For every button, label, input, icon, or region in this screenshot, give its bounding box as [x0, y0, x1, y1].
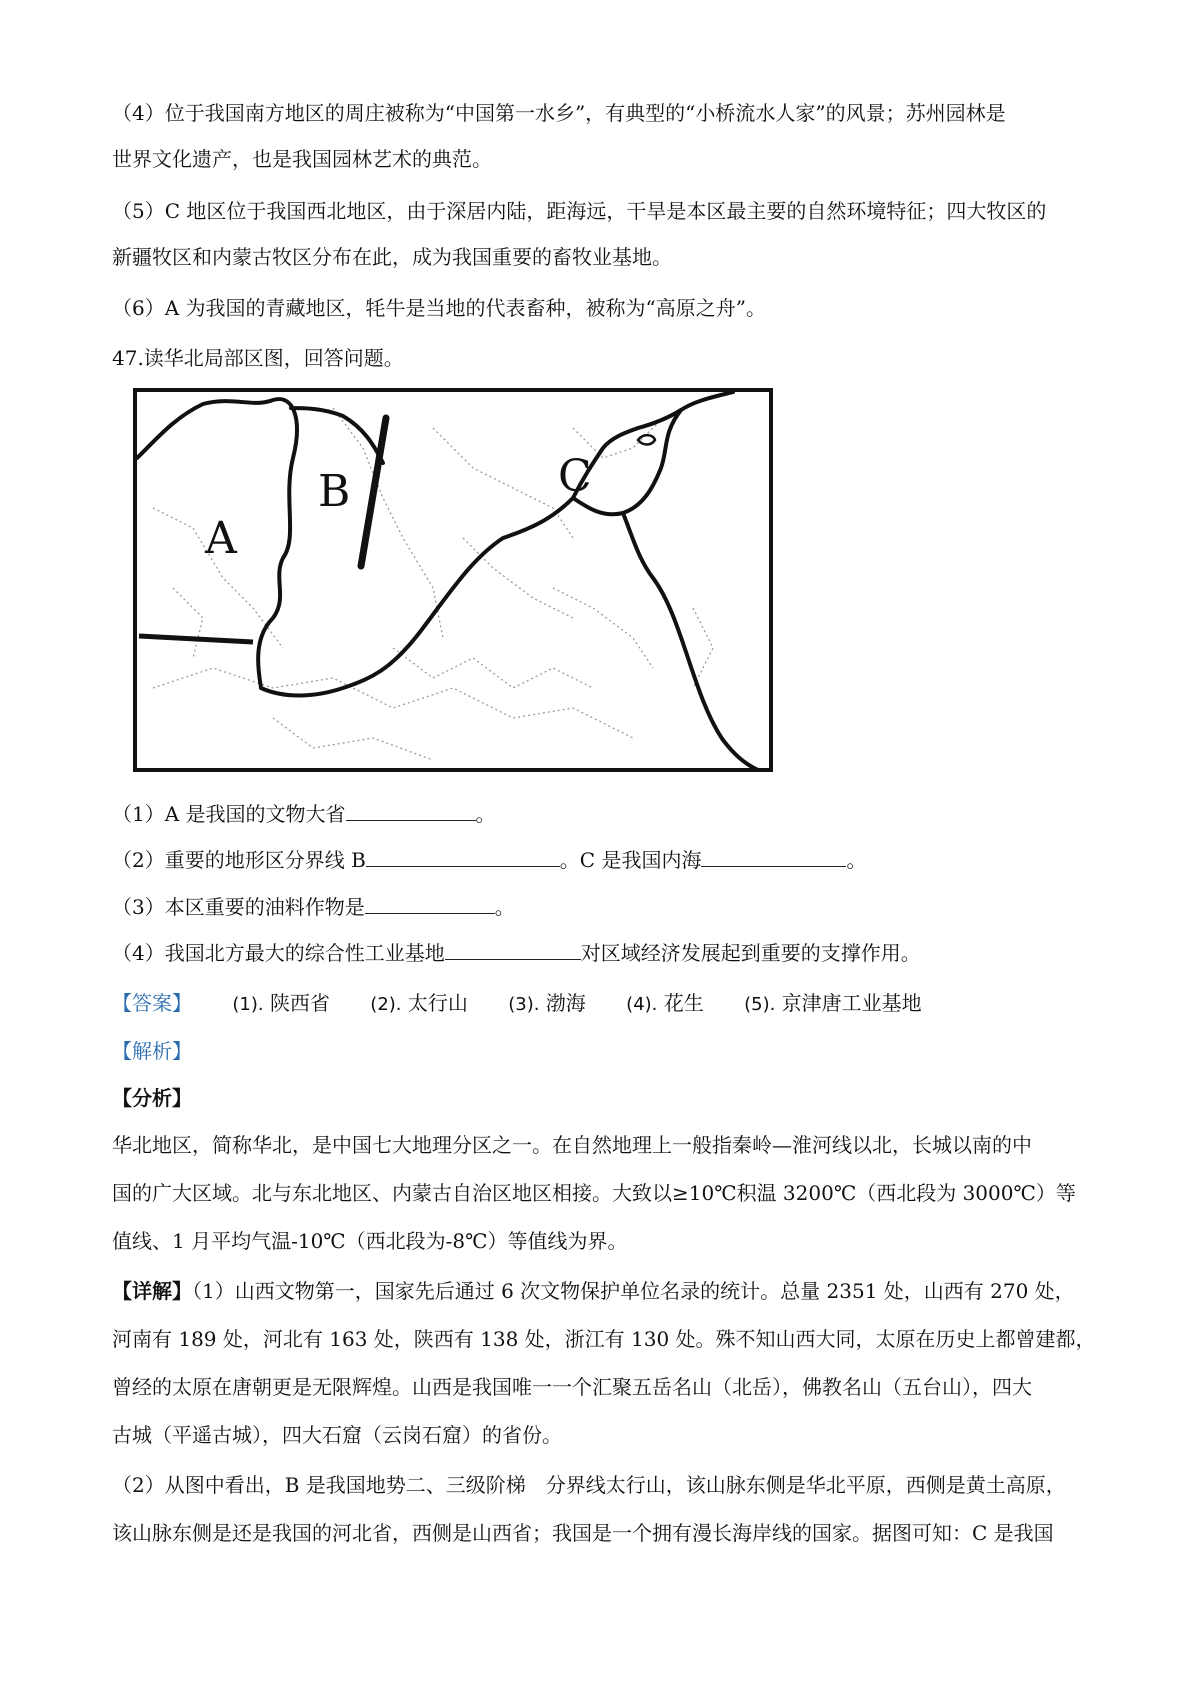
- sub-question-1: （1）A 是我国的文物大省 。: [112, 802, 496, 826]
- sub-question-4: （4）我国北方最大的综合性工业基地 对区域经济发展起到重要的支撑作用。: [112, 941, 921, 965]
- answer-blank-4[interactable]: [365, 893, 495, 914]
- detail-line-5: （2）从图中看出，B 是我国地势二、三级阶梯 分界线太行山，该山脉东侧是华北平原，西侧是黄土高原，: [112, 1473, 1066, 1497]
- map-label-c: C: [558, 451, 592, 502]
- sub-question-2: （2）重要的地形区分界线 B 。C 是我国内海 。: [112, 848, 867, 872]
- answer-row: [112, 988, 1102, 1020]
- detail-line-3: 曾经的太原在唐朝更是无限辉煌。山西是我国唯一一个汇聚五岳名山（北岳），佛教名山（五台山），四大: [112, 1375, 1032, 1399]
- fenxi-line-3: 值线、1 月平均气温-10℃（西北段为-8℃）等值线为界。: [112, 1229, 628, 1253]
- answer-blank-3[interactable]: [701, 846, 846, 867]
- answer-item: (3). 渤海: [508, 991, 586, 1015]
- answer-item: (1). 陕西省: [232, 991, 330, 1015]
- answer-blank-1[interactable]: [346, 800, 476, 821]
- q5-answer-line-1: （5）C 地区位于我国西北地区，由于深居内陆，距海远，干旱是本区最主要的自然环境特征；四大牧区的: [112, 199, 1047, 223]
- answer-item: (2). 太行山: [370, 991, 468, 1015]
- detail-line-1: 【详解】（1）山西文物第一，国家先后通过 6 次文物保护单位名录的统计。总量 2351 处，山西有 270 处，: [112, 1279, 1075, 1303]
- q5-answer-line-2: 新疆牧区和内蒙古牧区分布在此，成为我国重要的畜牧业基地。: [112, 245, 672, 269]
- answer-blank-2[interactable]: [366, 846, 560, 867]
- question-title: 47.读华北局部区图，回答问题。: [112, 346, 404, 370]
- fenxi-line-2: 国的广大区域。北与东北地区、内蒙古自治区地区相接。大致以≥10℃积温 3200℃（西北段为 3000℃）等: [112, 1181, 1076, 1205]
- map-label-b: B: [318, 466, 351, 517]
- map-label-a: A: [205, 513, 237, 564]
- analysis-label: 【解析】: [112, 1039, 192, 1063]
- fenxi-label: 【分析】: [112, 1086, 192, 1110]
- fenxi-line-1: 华北地区，简称华北，是中国七大地理分区之一。在自然地理上一般指秦岭—淮河线以北，长城以南的中: [112, 1133, 1032, 1157]
- north-china-map: [133, 388, 773, 772]
- detail-line-6: 该山脉东侧是还是我国的河北省，西侧是山西省；我国是一个拥有漫长海岸线的国家。据图可知：C 是我国: [112, 1521, 1054, 1545]
- answer-item: (5). 京津唐工业基地: [744, 991, 922, 1015]
- q6-answer-line: （6）A 为我国的青藏地区，牦牛是当地的代表畜种，被称为“高原之舟”。: [112, 296, 766, 320]
- detail-line-4: 古城（平遥古城），四大石窟（云岗石窟）的省份。: [112, 1423, 562, 1447]
- answer-item: (4). 花生: [626, 991, 704, 1015]
- q4-answer-line-1: （4）位于我国南方地区的周庄被称为“中国第一水乡”，有典型的“小桥流水人家”的风景；苏州园林是: [112, 101, 1006, 125]
- answer-blank-5[interactable]: [445, 939, 581, 960]
- answer-label: 【答案】: [112, 991, 192, 1015]
- sub-question-3: （3）本区重要的油料作物是 。: [112, 895, 515, 919]
- map-frame: [135, 390, 771, 770]
- q4-answer-line-2: 世界文化遗产，也是我国园林艺术的典范。: [112, 147, 492, 171]
- detail-line-2: 河南有 189 处，河北有 163 处，陕西有 138 处，浙江有 130 处。殊不知山西大同，太原在历史上都曾建都，: [112, 1327, 1096, 1351]
- detail-label: 【详解】: [112, 1279, 192, 1303]
